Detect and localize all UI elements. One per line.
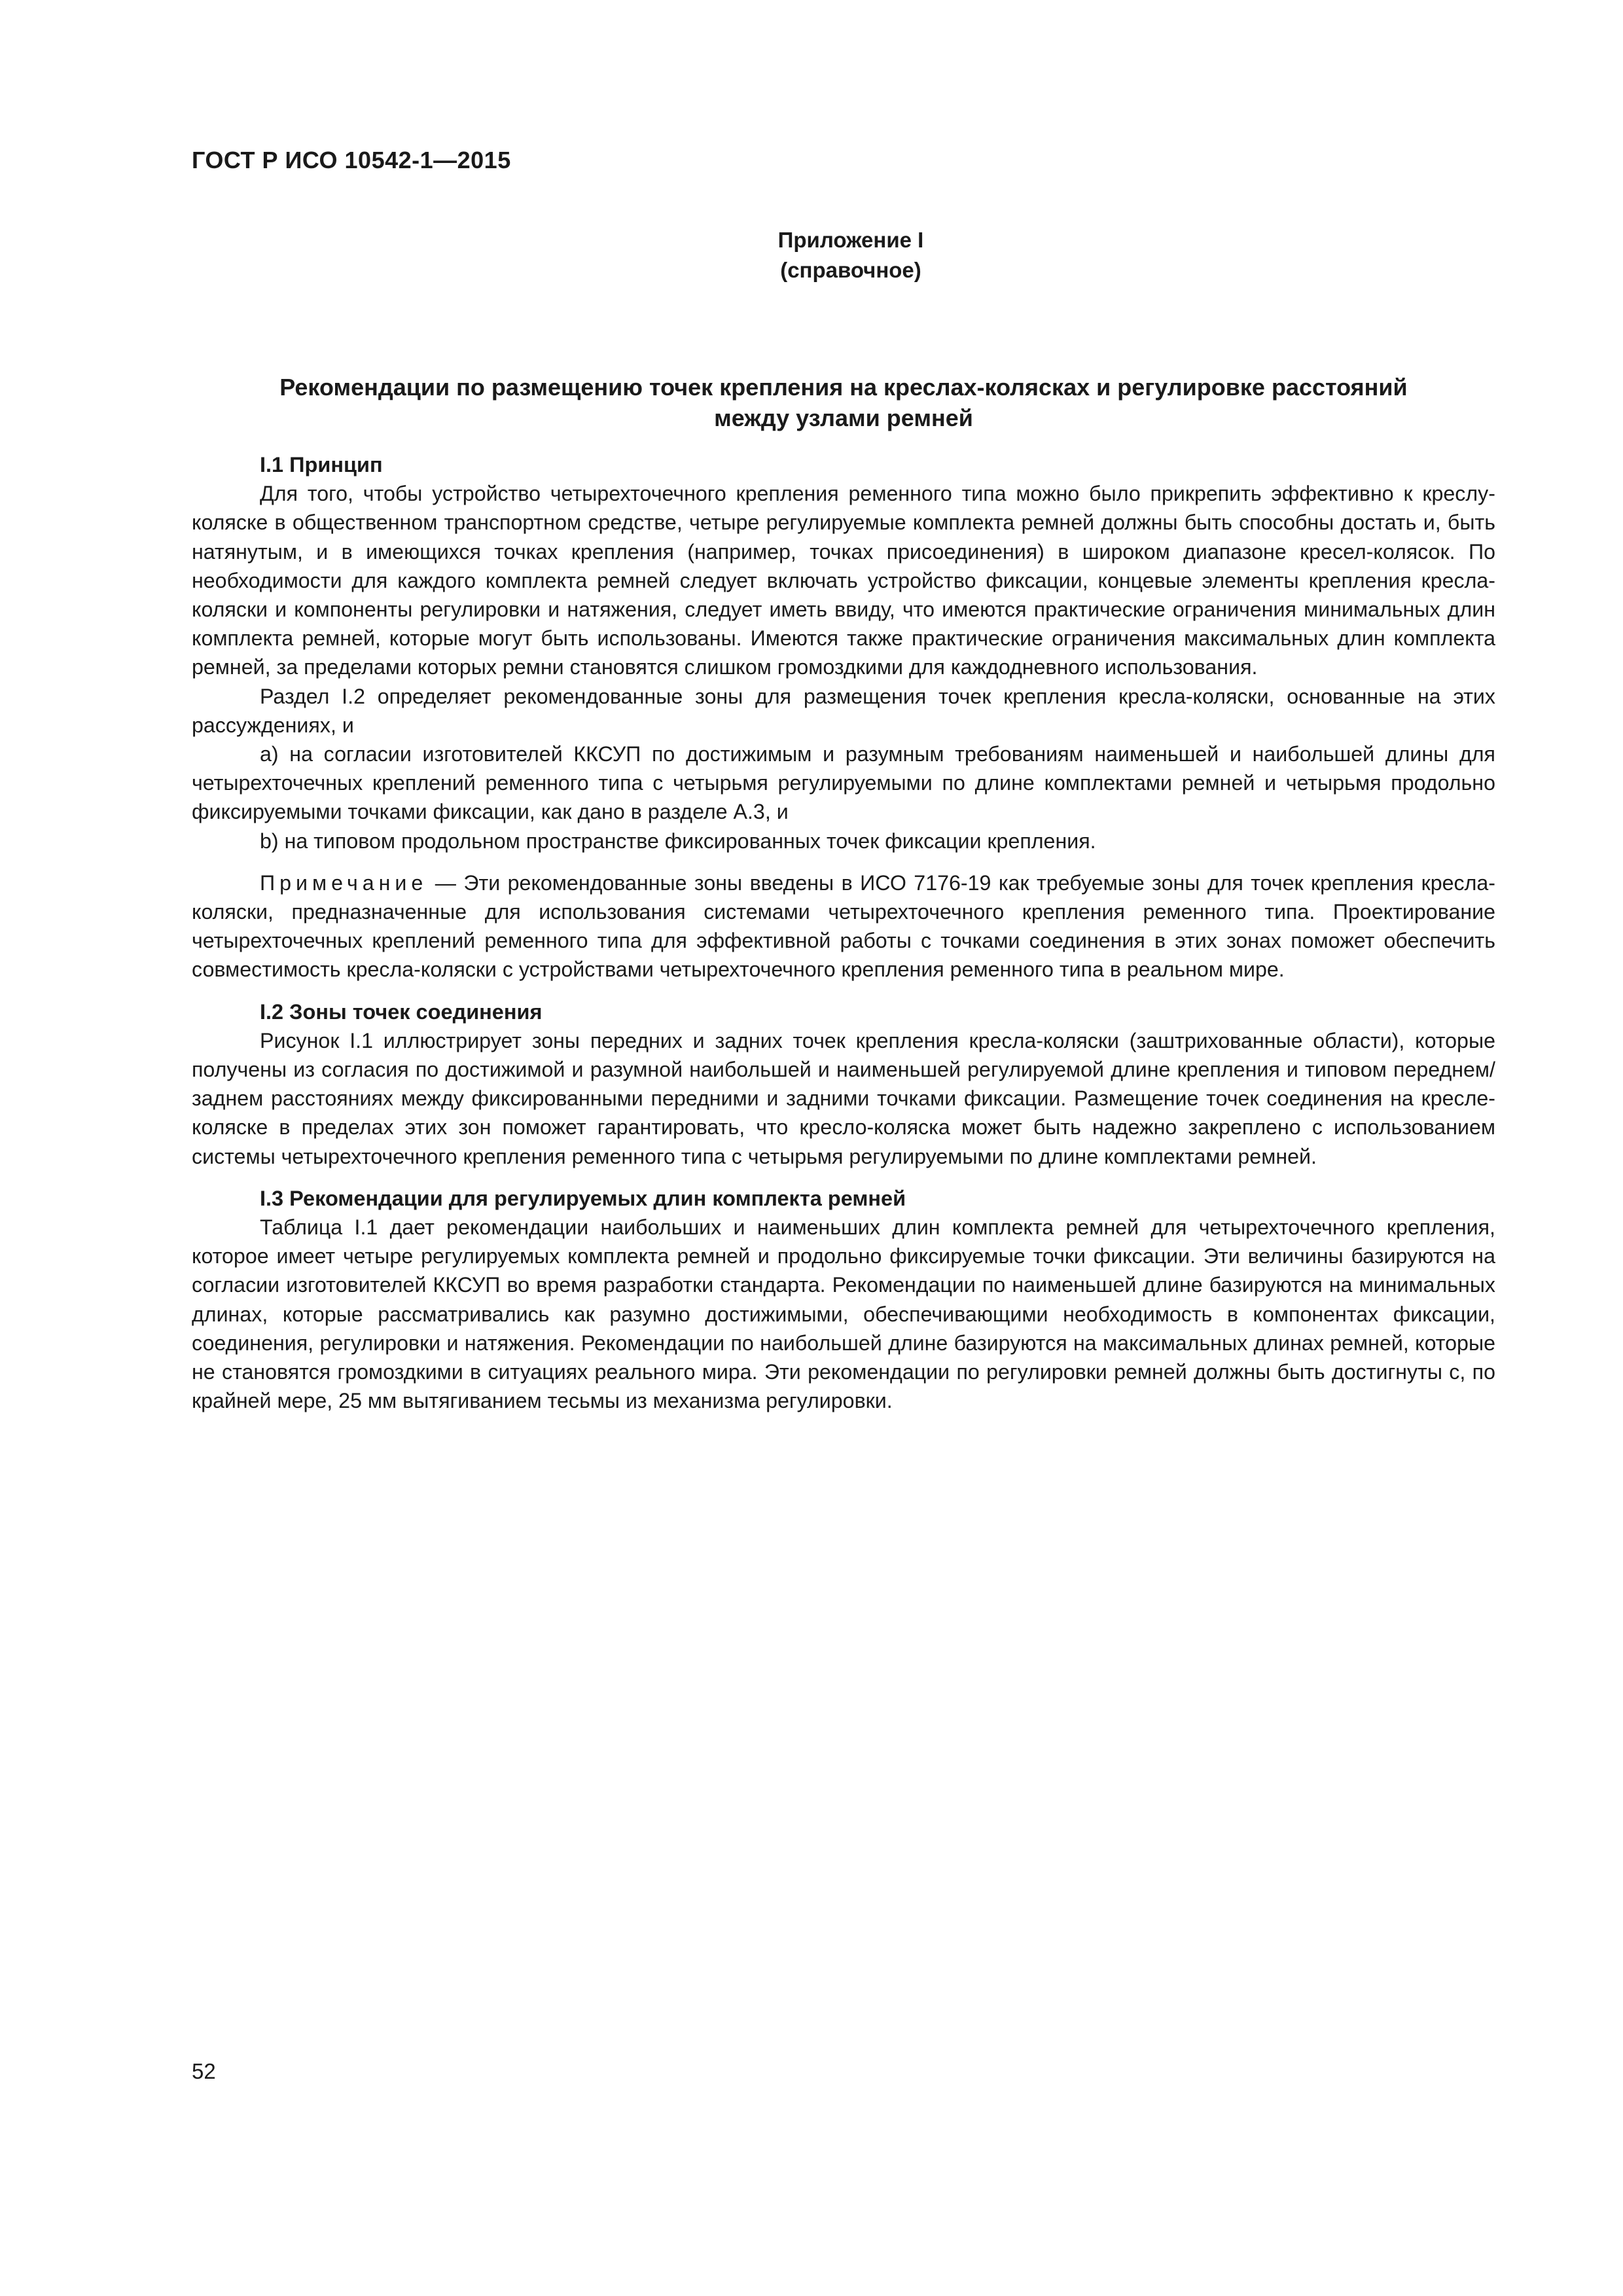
- paragraph: Для того, чтобы устройство четырехточечного крепления ременного типа можно было прикрепить эффективно к креслу-коляске в общественном транспортном средстве, четыре регулируемые комплекта ремней должны быть способны достать и, быть натянутым, и в имеющихся точках крепления (например, точках присоединения) в широком диапазоне кресел-колясок. По необходимости для каждого комплекта ремней следует включать устройство фиксации, концевые элементы крепления кресла-коляски и компоненты регулировки и натяжения, следует иметь ввиду, что имеются практические ограничения минимальных длин комплекта ремней, которые могут быть использованы. Имеются также практические ограничения максимальных длин комплекта ремней, за пределами которых ремни становятся слишком громоздкими для каждодневного использования.: [192, 482, 1495, 679]
- section-heading-i3: I.3 Рекомендации для регулируемых длин комплекта ремней: [260, 1186, 906, 1210]
- section-heading-i1: I.1 Принцип: [260, 453, 383, 476]
- document-body: [192, 450, 1495, 1416]
- note-text: — Эти рекомендованные зоны введены в ИСО 7176-19 как требуемые зоны для точек крепления кресла-коляски, предназначенные для использования системами четырехточечного крепления ременного типа. Проектирование четырехточечных креплений ременного типа для эффективной работы с точками соединения в этих зонах поможет обеспечить совместимость кресла-коляски с устройствами четырехточечного крепления ременного типа в реальном мире.: [192, 870, 1495, 982]
- note-label: Примечание: [260, 870, 428, 895]
- page-number: 52: [192, 2059, 216, 2083]
- annex-heading: [681, 225, 1021, 285]
- paragraph: Раздел I.2 определяет рекомендованные зоны для размещения точек крепления кресла-коляски, основанные на этих рассуждениях, и: [192, 684, 1495, 737]
- paragraph: Рисунок I.1 иллюстрирует зоны передних и задних точек крепления кресла-коляски (заштрихованные области), которые получены из согласия по достижимой и разумной наибольшей и наименьшей регулируемой длине крепления и типовом переднем/заднем расстояниях между фиксированными передними и задними точками фиксации. Размещение точек соединения на кресле-коляске в пределах этих зон поможет гарантировать, что кресло-коляска может быть надежно закреплено с использованием системы четырехточечного крепления ременного типа с четырьмя регулируемыми по длине комплектами ремней.: [192, 1028, 1495, 1168]
- annex-title: Приложение I: [777, 228, 924, 252]
- main-title-line-2: между узлами ремней: [714, 404, 973, 431]
- paragraph: Таблица I.1 дает рекомендации наибольших и наименьших длин комплекта ремней для четырехточечного крепления, которое имеет четыре регулируемых комплекта ремней и продольно фиксируемые точки фиксации. Эти величины базируются на согласии изготовителей ККСУП во время разработки стандарта. Рекомендации по наименьшей длине базируются на минимальных длинах, которые рассматривались как разумно достижимыми, обеспечивающими необходимость в компонентах фиксации, соединения, регулировки и натяжения. Рекомендации по наибольшей длине базируются на максимальных длинах ремней, которые не становятся громоздкими в ситуациях реального мира. Эти рекомендации по регулировки ремней должны быть достигнуты с, по крайней мере, 25 мм вытягиванием тесьмы из механизма регулировки.: [192, 1215, 1495, 1413]
- document-header: ГОСТ Р ИСО 10542-1—2015: [192, 147, 511, 173]
- annex-main-title: [192, 372, 1495, 433]
- list-item-a: a) на согласии изготовителей ККСУП по достижимым и разумным требованиям наименьшей и наибольшей длины для четырехточечных креплений ременного типа с четырьмя регулируемыми по длине комплектами ремней и четырьмя продольно фиксируемыми точками фиксации, как дано в разделе А.3, и: [192, 742, 1495, 824]
- section-heading-i2: I.2 Зоны точек соединения: [260, 999, 543, 1024]
- list-item-b: b) на типовом продольном пространстве фиксированных точек фиксации крепления.: [260, 829, 1096, 853]
- annex-status: (справочное): [780, 258, 921, 282]
- note-paragraph: [192, 869, 1495, 984]
- main-title-line-1: Рекомендации по размещению точек крепления на креслах-колясках и регулировке расстояний: [279, 374, 1408, 401]
